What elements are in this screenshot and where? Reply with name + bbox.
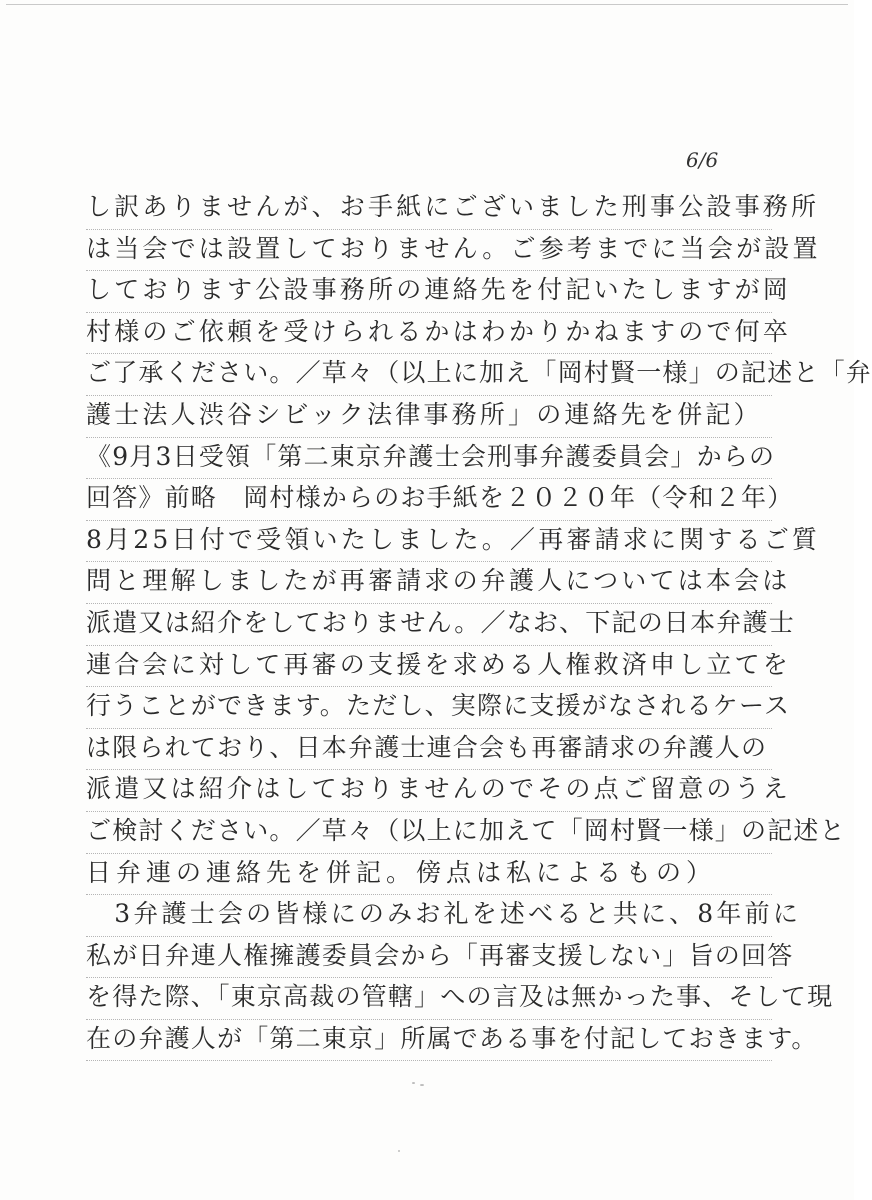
scan-top-edge (6, 4, 848, 5)
text-line: 護士法人渋谷シビック法律事務所」の連絡先を併記） (86, 396, 772, 438)
text-line: 行うことができます。ただし、実際に支援がなされるケース (86, 687, 772, 729)
text-line: 問と理解しましたが再審請求の弁護人については本会は (86, 562, 772, 604)
text-line: 日弁連の連絡先を併記。傍点は私によるもの） (86, 854, 772, 896)
text-line: ご了承ください。／草々（以上に加え「岡村賢一様」の記述と「弁 (86, 354, 772, 396)
text-line: 私が日弁連人権擁護委員会から「再審支援しない」旨の回答 (86, 937, 772, 979)
text-line: ご検討ください。／草々（以上に加えて「岡村賢一様」の記述と (86, 812, 772, 854)
letter-body (86, 188, 872, 1061)
text-line: 派遣又は紹介はしておりませんのでその点ご留意のうえ (86, 770, 772, 812)
text-line: 《9月3日受領「第二東京弁護士会刑事弁護委員会」からの (86, 438, 772, 480)
text-line: しております公設事務所の連絡先を付記いたしますが岡 (86, 271, 772, 313)
text-line: 8月25日付で受領いたしました。／再審請求に関するご質 (86, 521, 772, 563)
text-line: 村様のご依頼を受けられるかはわかりかねますので何卒 (86, 313, 772, 355)
text-line: 連合会に対して再審の支援を求める人権救済申し立てを (86, 646, 772, 688)
scan-speck (412, 1082, 415, 1084)
text-line: を得た際、「東京高裁の管轄」への言及は無かった事、そして現 (86, 978, 772, 1020)
scan-speck (398, 1150, 400, 1152)
text-line: 派遣又は紹介をしておりません。／なお、下記の日本弁護士 (86, 604, 772, 646)
text-line: は当会では設置しておりません。ご参考までに当会が設置 (86, 230, 772, 272)
text-line: 3弁護士会の皆様にのみお礼を述べると共に、8年前に (86, 895, 772, 937)
scan-speck (420, 1084, 424, 1086)
text-line: し訳ありませんが、お手紙にございました刑事公設事務所 (86, 188, 772, 230)
text-line: 在の弁護人が「第二東京」所属である事を付記しておきます。 (86, 1020, 772, 1062)
page-number: 6/6 (686, 148, 719, 172)
text-line: 回答》前略 岡村様からのお手紙を２０２０年（令和２年） (86, 479, 772, 521)
text-line: は限られており、日本弁護士連合会も再審請求の弁護人の (86, 729, 772, 771)
